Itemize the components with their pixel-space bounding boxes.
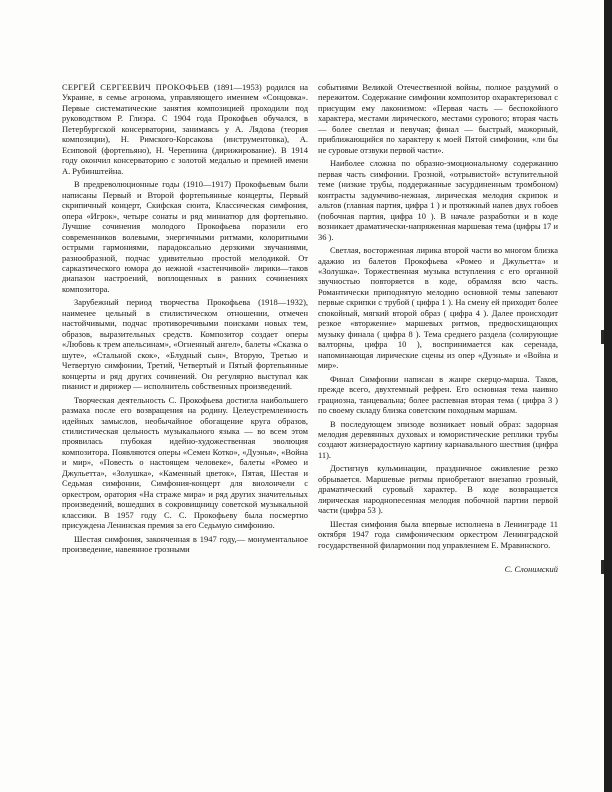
paragraph-second-movement: Светлая, восторженная лирика второй части во многом близка адажио из балетов Прокофьева «Ромео и Джульетта» и «Золушка». Торжественная музыка вступления с его органной звучностью повторяется в коде, обрамляя всю часть. Романтически приподнятую мелодию основной темы запевают первые скрипки с трубой ( цифра 1 ). На смену ей приходит более спокойный, мягкий второй образ ( цифра 4 ). Далее происходит резкое «вторжение» маршевых ритмов, предвосхищающих музыку финала ( цифра 8 ). Тема среднего раздела (солирующие валторны, цифра 10 ), воспринимается как серенада, напоминающая лирические сцены из опер «Дуэнья» и «Война и мир». (318, 245, 558, 371)
paragraph-soviet-period: Творческая деятельность С. Прокофьева достигла наибольшего размаха после его возвращения на родину. Целеустремленность идейных замыслов, необычайное обогащение круга образов, стилистическая цельность музыкального языка — во всем этом проявилась глубокая идейно-художественная эволюция композитора. Появляются оперы «Семен Котко», «Дуэнья», «Война и мир», «Повесть о настоящем человеке», балеты «Ромео и Джульетта», «Золушка», «Каменный цветок», Пятая, Шестая и Седьмая симфонии, Симфония-концерт для виолончели с оркестром, оратория «На страже мира» и ряд других значительных произведений, вошедших в сокровищницу советской музыкальной классики. В 1957 году С. С. Прокофьеву была посмертно присуждена Ленинская премия за его Седьмую симфонию. (62, 394, 308, 531)
scan-edge (604, 0, 612, 792)
paragraph-abroad: Зарубежный период творчества Прокофьева (1918—1932), наименее цельный в стилистическом отношении, отмечен настойчивыми, подчас противоречивыми поисками новых тем, образов, выразительных средств. Композитор создает оперы «Любовь к трем апельсинам», «Огненный ангел», балеты «Сказка о шуте», «Стальной скок», «Блудный сын», Вторую, Третью и Четвертую симфонии, Третий, Четвертый и Пятый фортепьянные концерты и ряд других сочинений. Он регулярно выступал как пианист и дирижер — исполнитель собственных произведений. (62, 297, 308, 392)
scan-mark (601, 560, 604, 574)
intro-text: (1891—1953) родился на Украине, в семье агронома, управляющего имением «Сонцовка». Первые систематические занятия композицией проходили под руководством Р. Глиэра. С 1904 года Прокофьев обучался, в Петербургской консерватории, занимаясь у А. Лядова (теория композиции), Н. Римского-Корсакова (инструментовка), А. Есиповой (фортепьяно), Н. Черепнина (дирижирование). В 1914 году окончил консерваторию с золотой медалью и премией имени А. Рубинштейна. (62, 82, 308, 176)
paragraph-composer-description: событиями Великой Отечественной войны, полное раздумий о пережитом. Содержание симфонии композитор охарактеризовал с присущим ему лаконизмом: «Первая часть — беспокойного характера, местами лирического, местами сурового; вторая часть — более светлая и певучая; финал — быстрый, мажорный, приближающийся по характеру к моей Пятой симфонии, «ли бы не суровые отзвуки первой части». (318, 82, 558, 155)
paragraph-premiere: Шестая симфония была впервые исполнена в Ленинграде 11 октября 1947 года симфоническим оркестром Ленинградской государственной филармонии под управлением Е. Мравинского. (318, 518, 558, 550)
author-signature: С. Слонимский (504, 564, 558, 575)
composer-name: СЕРГЕЙ СЕРГЕЕВИЧ ПРОКОФЬЕВ (62, 82, 210, 92)
paragraph-prerevolution: В предреволюционные годы (1910—1917) Прокофьевым были написаны Первый и Второй фортепьянные концерты, Первый скрипичный концерт, Скифская сюита, Классическая симфония, опера «Игрок», четыре сонаты и ряд миниатюр для фортепьяно. Лучшие сочинения молодого Прокофьева поразили его современников волевыми, энергичными ритмами, колоритными острыми гармониями, парадоксально дерзкими звучаниями, разнообразной, подчас удивительно простой мелодикой. От сарказтического юмора до нежной «застенчивой» лирики—таков диапазон настроений, воплощенных в ранних сочинениях композитора. (62, 179, 308, 294)
right-column (318, 82, 558, 575)
paragraph-culmination: Достигнув кульминации, праздничное оживление резко обрывается. Маршевые ритмы приобретают внезапно грозный, драматический суровый характер. В коде возвращается лирическая народнопесенная мелодия побочной партии первой части (цифра 53 ). (318, 463, 558, 516)
left-column (62, 82, 308, 555)
paragraph-finale: Финал Симфонии написан в жанре скерцо-марша. Таков, прежде всего, двухтемный рефрен. Его основная тема наивно грациозна, танцевальна; более распевная вторая тема ( цифра 3 ) по своему складу близка советским походным маршам. (318, 373, 558, 416)
scan-mark (601, 330, 604, 344)
paragraph-first-movement: Наиболее сложна по образно-эмоциональному содержанию первая часть симфонии. Грозной, «отрывистой» вступительной теме (низкие трубы, поддержанные засурдиненным тромбоном) контрасты задумчиво-нежная, лирическая мелодия скрипок и альтов (главная партия, цифра 1 ) и протяжный напев двух гобоев (побочная партия, цифра 10 ). В начале разработки и в коде возникает драматически-напряженная маршевая тема (цифры 17 и 36 ). (318, 158, 558, 242)
paragraph-intro (62, 82, 308, 176)
paragraph-carnival-episode: В последующем эпизоде возникает новый образ: задорная мелодия деревянных духовых и юмористические реплики трубы создают жизнерадостную картину карнавального шествия (цифра 11). (318, 418, 558, 460)
paragraph-sixth-symphony-intro: Шестая симфония, законченная в 1947 году,— монументальное произведение, навеянное грозными (62, 533, 308, 555)
